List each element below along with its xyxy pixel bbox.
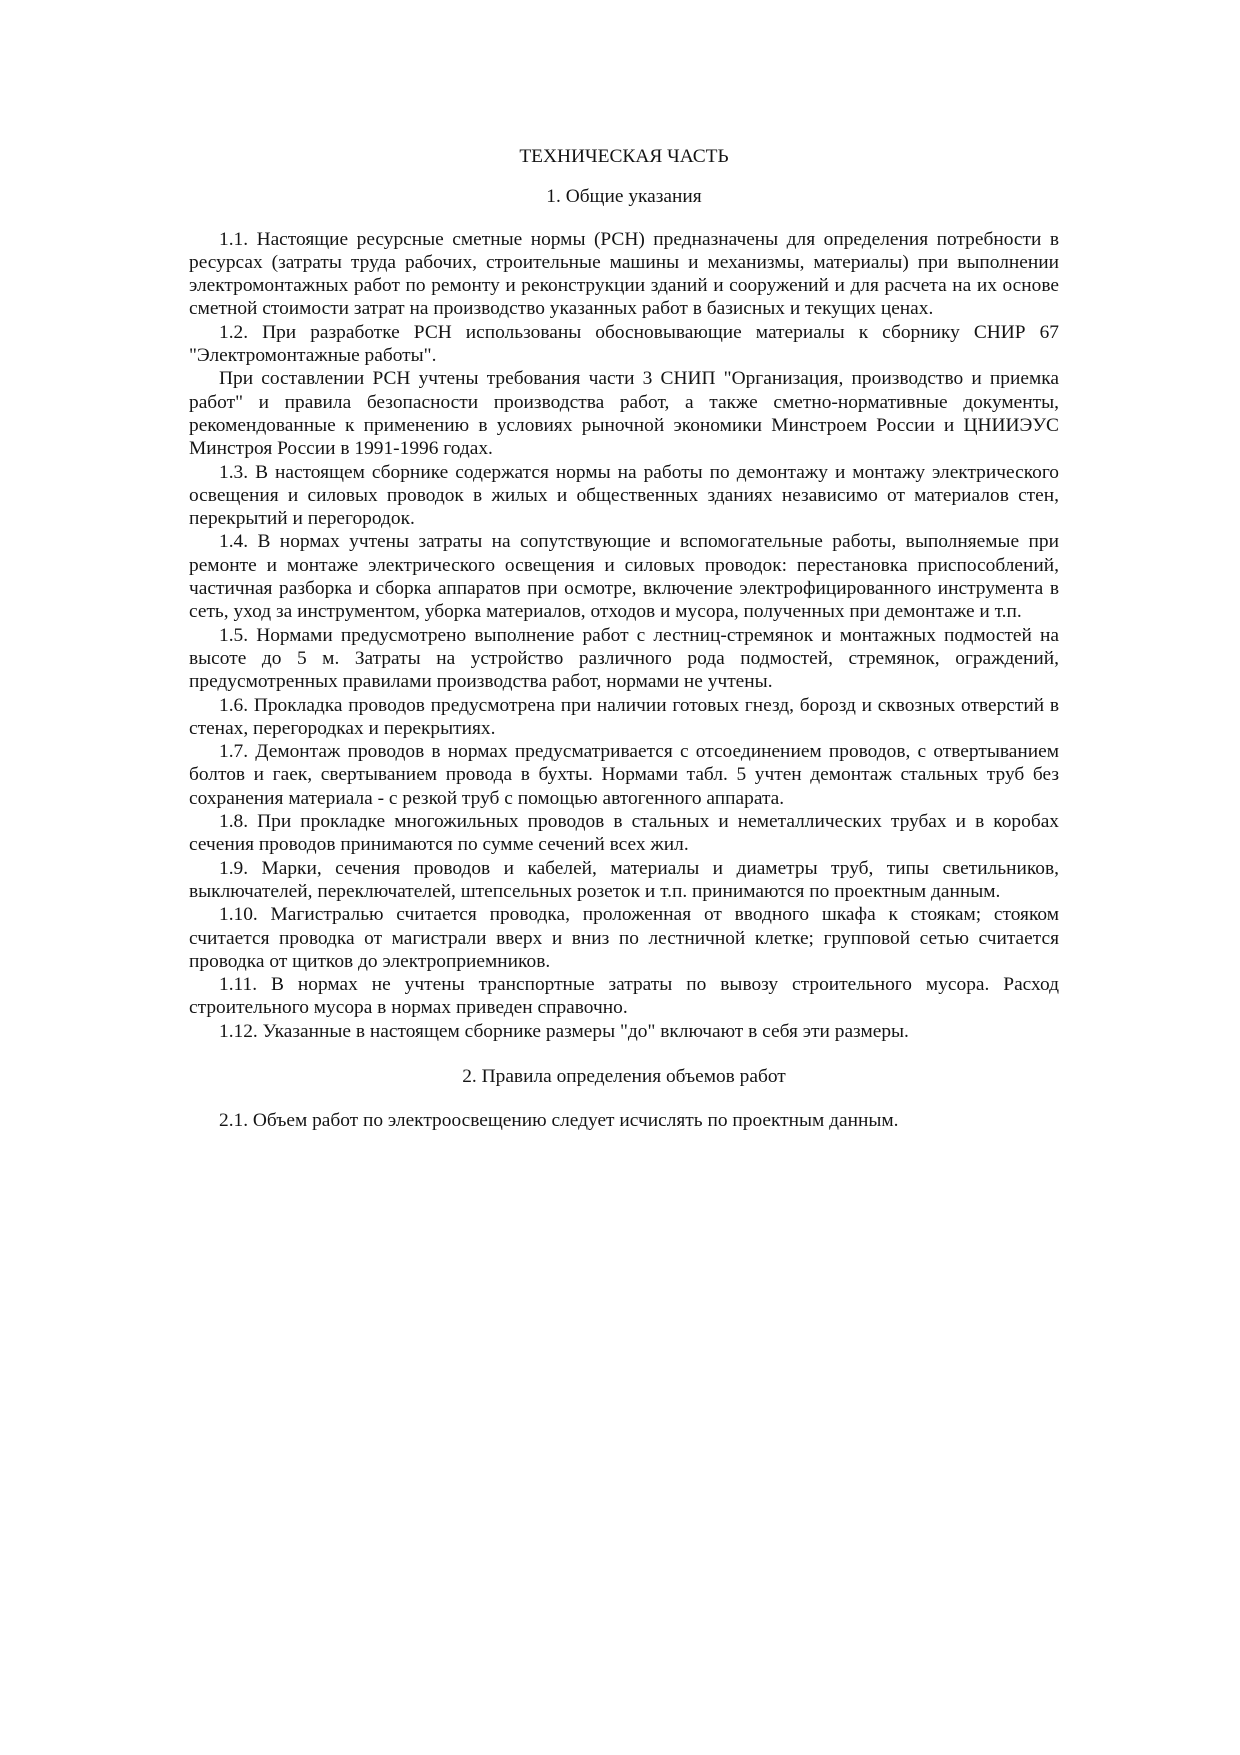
paragraph-1-2-continued: При составлении РСН учтены требования части 3 СНИП "Организация, производство и приемка работ" и правила безопасности производства работ, а также сметно-нормативные документы, рекомендованные к применению в условиях рыночной экономики Минстроем России и ЦНИИЭУС Минстроя России в 1991-1996 годах. xyxy=(189,368,1059,460)
paragraph-1-5: 1.5. Нормами предусмотрено выполнение работ с лестниц-стремянок и монтажных подмостей на высоте до 5 м. Затраты на устройство различного рода подмостей, стремянок, ограждений, предусмотренных правилами производства работ, нормами не учтены. xyxy=(189,624,1059,693)
paragraph-2-1: 2.1. Объем работ по электроосвещению следует исчислять по проектным данным. xyxy=(219,1110,899,1132)
paragraph-1-4: 1.4. В нормах учтены затраты на сопутствующие и вспомогательные работы, выполняемые при ремонте и монтаже электрического освещения и силовых проводок: перестановка приспособлений, частичная разборка и сборка аппаратов при осмотре, включение электрофицированного инструмента в сеть, уход за инструментом, уборка материалов, отходов и мусора, полученных при демонтаже и т.п. xyxy=(189,531,1059,623)
paragraph-1-1: 1.1. Настоящие ресурсные сметные нормы (РСН) предназначены для определения потребности в ресурсах (затраты труда рабочих, строительные машины и механизмы, материалы) при выполнении электромонтажных работ по ремонту и реконструкции зданий и сооружений и для расчета на их основе сметной стоимости затрат на производство указанных работ в базисных и текущих ценах. xyxy=(189,228,1059,320)
paragraph-1-3: 1.3. В настоящем сборнике содержатся нормы на работы по демонтажу и монтажу электрического освещения и силовых проводок в жилых и общественных зданиях независимо от материалов стен, перекрытий и перегородок. xyxy=(189,461,1059,530)
document-page xyxy=(189,145,1059,1133)
section-1-heading: 1. Общие указания xyxy=(546,186,702,208)
paragraph-1-6: 1.6. Прокладка проводов предусмотрена при наличии готовых гнезд, борозд и сквозных отверстий в стенах, перегородках и перекрытиях. xyxy=(189,694,1059,739)
paragraph-1-10: 1.10. Магистралью считается проводка, проложенная от вводного шкафа к стоякам; стояком считается проводка от магистрали вверх и вниз по лестничной клетке; групповой сетью считается проводка от щитков до электроприемников. xyxy=(189,904,1059,972)
paragraph-1-11: 1.11. В нормах не учтены транспортные затраты по вывозу строительного мусора. Расход строительного мусора в нормах приведен справочно. xyxy=(189,974,1059,1019)
document-title: ТЕХНИЧЕСКАЯ ЧАСТЬ xyxy=(519,146,729,167)
paragraph-1-8: 1.8. При прокладке многожильных проводов в стальных и неметаллических трубах и в коробах сечения проводов принимаются по сумме сечений всех жил. xyxy=(189,811,1059,856)
paragraph-1-9: 1.9. Марки, сечения проводов и кабелей, материалы и диаметры труб, типы светильников, выключателей, переключателей, штепсельных розеток и т.п. принимаются по проектным данным. xyxy=(189,857,1059,902)
paragraph-1-12: 1.12. Указанные в настоящем сборнике размеры "до" включают в себя эти размеры. xyxy=(219,1020,909,1042)
paragraph-1-2: 1.2. При разработке РСН использованы обосновывающие материалы к сборнику СНИР 67 "Электромонтажные работы". xyxy=(189,321,1059,367)
section-2-body xyxy=(189,1109,1059,1132)
paragraph-1-7: 1.7. Демонтаж проводов в нормах предусматривается с отсоединением проводов, с отвертыванием болтов и гаек, свертыванием провода в бухты. Нормами табл. 5 учтен демонтаж стальных труб без сохранения материала - с резкой труб с помощью автогенного аппарата. xyxy=(189,741,1059,809)
section-2-heading: 2. Правила определения объемов работ xyxy=(462,1065,786,1087)
section-1-body xyxy=(189,228,1059,1043)
